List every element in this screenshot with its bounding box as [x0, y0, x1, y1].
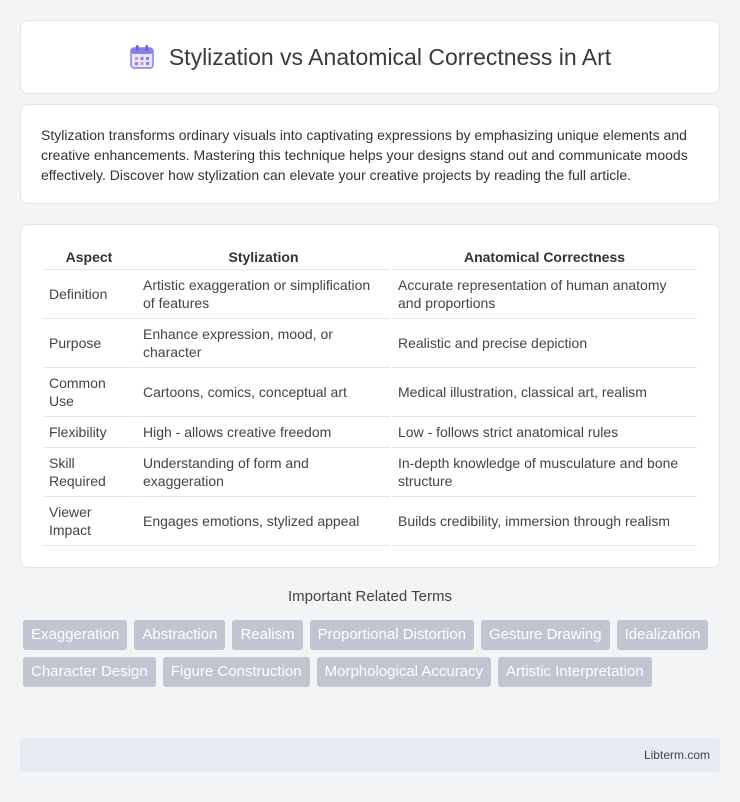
footer — [20, 738, 720, 772]
table-cell: Viewer Impact — [43, 497, 135, 546]
tag-idealization[interactable]: Idealization — [617, 620, 709, 650]
table-cell: Medical illustration, classical art, realism — [392, 368, 697, 417]
tag-abstraction[interactable]: Abstraction — [134, 620, 225, 650]
footer-site-link[interactable]: Libterm.com — [643, 748, 710, 762]
table-cell: Cartoons, comics, conceptual art — [137, 368, 390, 417]
page-title: Stylization vs Anatomical Correctness in Art — [168, 43, 612, 70]
table-cell: High - allows creative freedom — [137, 417, 390, 448]
tag-proportional-distortion[interactable]: Proportional Distortion — [310, 620, 474, 650]
title-wrap — [129, 44, 611, 71]
table-cell: Skill Required — [43, 448, 135, 497]
related-terms-tags — [23, 620, 723, 687]
comparison-table — [41, 245, 699, 546]
related-terms-title: Important Related Terms — [288, 588, 452, 605]
table-cell: Understanding of form and exaggeration — [137, 448, 390, 497]
table-row — [43, 448, 697, 497]
column-header-stylization: Stylization — [137, 245, 390, 270]
table-row — [43, 319, 697, 368]
table-cell: Low - follows strict anatomical rules — [392, 417, 697, 448]
table-cell: Purpose — [43, 319, 135, 368]
tag-character-design[interactable]: Character Design — [23, 657, 156, 687]
table-row — [43, 368, 697, 417]
column-header-aspect: Aspect — [43, 245, 135, 270]
table-cell: Definition — [43, 270, 135, 319]
table-row — [43, 497, 697, 546]
table-cell: Accurate representation of human anatomy and proportions — [392, 270, 697, 319]
table-cell: Enhance expression, mood, or character — [137, 319, 390, 368]
intro-card — [20, 104, 720, 204]
comparison-table-card — [20, 224, 720, 568]
table-cell: Flexibility — [43, 417, 135, 448]
title-card — [20, 20, 720, 94]
tag-gesture-drawing[interactable]: Gesture Drawing — [481, 620, 610, 650]
tag-figure-construction[interactable]: Figure Construction — [163, 657, 310, 687]
calendar-icon — [129, 44, 155, 70]
table-cell: Builds credibility, immersion through realism — [392, 497, 697, 546]
tag-artistic-interpretation[interactable]: Artistic Interpretation — [498, 657, 652, 687]
table-cell: Realistic and precise depiction — [392, 319, 697, 368]
intro-text: Stylization transforms ordinary visuals into captivating expressions by emphasizing unique elements and creative enhancements. Mastering this technique helps your designs stand out and communicate moods effectively. Discover how stylization can elevate your creative projects by reading the full article. — [41, 127, 688, 183]
table-header-row — [43, 245, 697, 270]
tag-realism[interactable]: Realism — [232, 620, 302, 650]
table-row — [43, 270, 697, 319]
tag-exaggeration[interactable]: Exaggeration — [23, 620, 127, 650]
table-cell: Engages emotions, stylized appeal — [137, 497, 390, 546]
table-cell: In-depth knowledge of musculature and bone structure — [392, 448, 697, 497]
table-row — [43, 417, 697, 448]
tag-morphological-accuracy[interactable]: Morphological Accuracy — [317, 657, 491, 687]
table-cell: Artistic exaggeration or simplification of features — [137, 270, 390, 319]
table-cell: Common Use — [43, 368, 135, 417]
column-header-anatomical: Anatomical Correctness — [392, 245, 697, 270]
